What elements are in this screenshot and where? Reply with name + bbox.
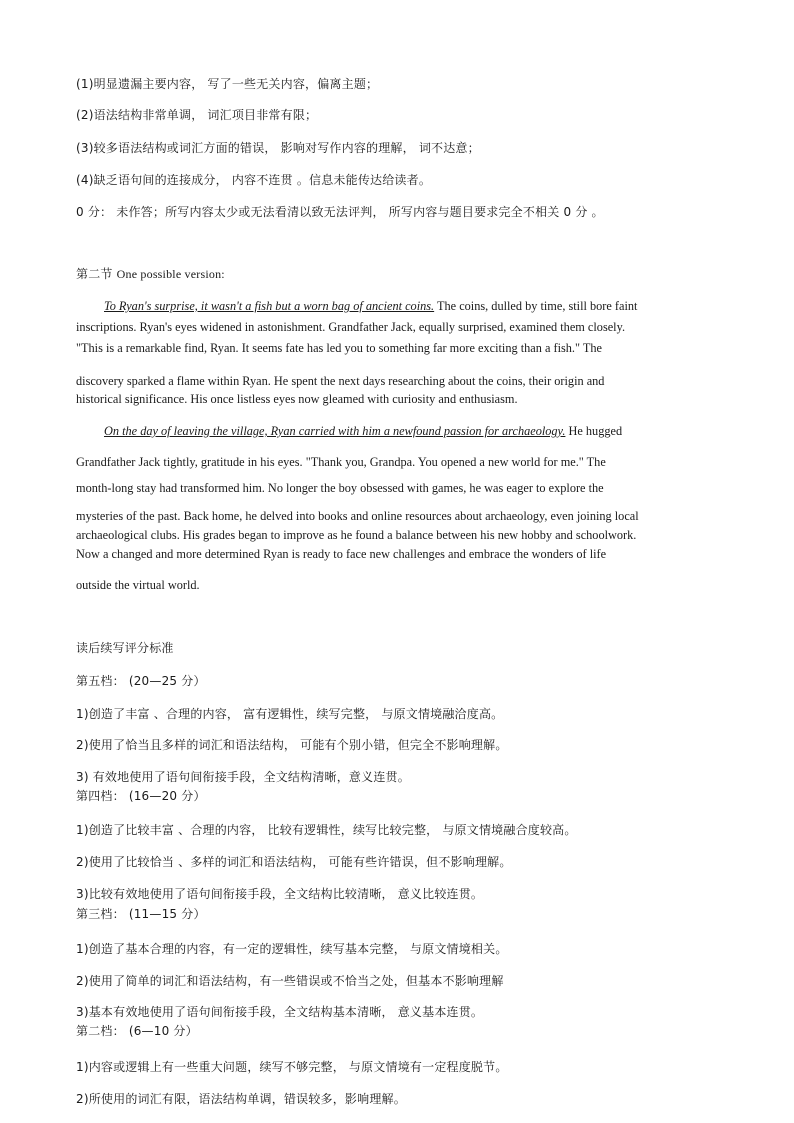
- tier-2-item-1: 1)内容或逻辑上有一些重大问题，续写不够完整， 与原文情境有一定程度脱节。: [76, 1060, 508, 1074]
- paragraph-1-line-2: inscriptions. Ryan's eyes widened in astonishment. Grandfather Jack, equally surprised, examined them closely.: [76, 320, 626, 334]
- paragraph-2-lead-sentence: On the day of leaving the village, Ryan carried with him a newfound passion for archaeology.: [104, 424, 566, 438]
- paragraph-1-line-5: historical significance. His once listless eyes now gleamed with curiosity and enthusiasm.: [76, 392, 518, 406]
- tier-5-heading: 第五档： (20—25 分）: [76, 674, 206, 688]
- section-two-label-cn: 第二节: [76, 267, 113, 281]
- tier-3-item-3: 3)基本有效地使用了语句间衔接手段，全文结构基本清晰， 意义基本连贯。: [76, 1005, 484, 1019]
- tier-5-item-1: 1)创造了丰富 、合理的内容， 富有逻辑性，续写完整， 与原文情境融洽度高。: [76, 707, 504, 721]
- paragraph-1-line-1-rest: The coins, dulled by time, still bore faint: [437, 299, 638, 313]
- zero-score-note: 0 分： 未作答；所写内容太少或无法看清以致无法评判， 所写内容与题目要求完全不相关 0 分 。: [76, 205, 604, 219]
- tier-4-heading: 第四档： (16—20 分）: [76, 789, 206, 803]
- paragraph-2-line-7: outside the virtual world.: [76, 578, 200, 592]
- paragraph-2-line-6: Now a changed and more determined Ryan is ready to face new challenges and embrace the wonders of life: [76, 547, 607, 561]
- tier-4-item-2: 2)使用了比较恰当 、多样的词汇和语法结构， 可能有些许错误，但不影响理解。: [76, 855, 512, 869]
- paragraph-1-line-4: discovery sparked a flame within Ryan. He spent the next days researching about the coins, their origin and: [76, 374, 605, 388]
- rubric-title: 读后续写评分标准: [76, 641, 174, 655]
- paragraph-1-lead-sentence: To Ryan's surprise, it wasn't a fish but a worn bag of ancient coins.: [104, 299, 435, 313]
- tier-3-item-2: 2)使用了简单的词汇和语法结构，有一些错误或不恰当之处，但基本不影响理解: [76, 974, 504, 988]
- tier-2-item-2: 2)所使用的词汇有限，语法结构单调，错误较多，影响理解。: [76, 1092, 406, 1106]
- paragraph-2-line-2: Grandfather Jack tightly, gratitude in his eyes. "Thank you, Grandpa. You opened a new world for me." The: [76, 455, 606, 469]
- criteria-item-4: (4)缺乏语句间的连接成分， 内容不连贯 。信息未能传达给读者。: [76, 173, 432, 187]
- tier-4-item-3: 3)比较有效地使用了语句间衔接手段，全文结构比较清晰， 意义比较连贯。: [76, 887, 484, 901]
- criteria-item-3: (3)较多语法结构或词汇方面的错误， 影响对写作内容的理解， 词不达意；: [76, 141, 480, 155]
- paragraph-2-line-5: archaeological clubs. His grades began to improve as he found a balance between his new hobby and schoolwork.: [76, 528, 637, 542]
- paragraph-1-line-1: [104, 297, 746, 315]
- section-two-label-en: One possible version:: [116, 267, 225, 281]
- tier-5-item-3: 3) 有效地使用了语句间衔接手段，全文结构清晰，意义连贯。: [76, 770, 410, 784]
- tier-4-item-1: 1)创造了比较丰富 、合理的内容， 比较有逻辑性，续写比较完整， 与原文情境融合度较高。: [76, 823, 577, 837]
- paragraph-2-line-1: [104, 422, 746, 440]
- criteria-item-1: (1)明显遗漏主要内容， 写了一些无关内容，偏离主题；: [76, 77, 379, 91]
- paragraph-2-line-1-rest: He hugged: [568, 424, 623, 438]
- paragraph-2-line-4: mysteries of the past. Back home, he delved into books and online resources about archaeology, even joining local: [76, 509, 639, 523]
- tier-5-item-2: 2)使用了恰当且多样的词汇和语法结构， 可能有个别小错，但完全不影响理解。: [76, 738, 508, 752]
- section-two-heading: [76, 266, 225, 282]
- tier-3-heading: 第三档： (11—15 分）: [76, 907, 206, 921]
- tier-2-heading: 第二档： (6—10 分）: [76, 1024, 198, 1038]
- paragraph-2-line-3: month-long stay had transformed him. No longer the boy obsessed with games, he was eager to explore the: [76, 481, 604, 495]
- criteria-item-2: (2)语法结构非常单调， 词汇项目非常有限；: [76, 108, 318, 122]
- tier-3-item-1: 1)创造了基本合理的内容，有一定的逻辑性，续写基本完整， 与原文情境相关。: [76, 942, 508, 956]
- paragraph-1-line-3: "This is a remarkable find, Ryan. It seems fate has led you to something far more exciting than a fish." The: [76, 341, 602, 355]
